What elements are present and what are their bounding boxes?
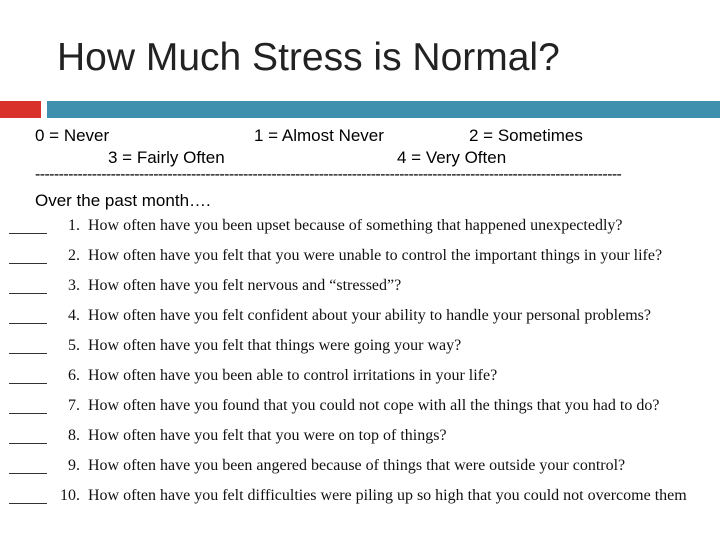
answer-blank[interactable] <box>9 277 47 294</box>
answer-blank[interactable] <box>9 427 47 444</box>
question-number: 1. <box>68 217 80 234</box>
answer-blank[interactable] <box>9 337 47 354</box>
accent-bar-blue <box>47 101 720 118</box>
accent-bar-red <box>0 101 41 118</box>
question-text: How often have you felt that you were on top of things? <box>88 427 447 444</box>
question-number: 9. <box>68 457 80 474</box>
answer-blank[interactable] <box>9 247 47 264</box>
question-text: How often have you been angered because of things that were outside your control? <box>88 457 626 474</box>
question-text: How often have you felt that you were unable to control the important things in your life? <box>88 247 663 264</box>
answer-blank[interactable] <box>9 367 47 384</box>
question-text: How often have you been upset because of something that happened unexpectedly? <box>88 217 623 234</box>
question-text: How often have you felt confident about your ability to handle your personal problems? <box>88 307 651 324</box>
answer-blank[interactable] <box>9 397 47 414</box>
scale-fairly-often: 3 = Fairly Often <box>108 148 225 167</box>
question-text: How often have you felt difficulties were piling up so high that you could not overcome them <box>88 487 687 504</box>
question-number: 5. <box>68 337 80 354</box>
question-item <box>0 333 720 363</box>
question-item <box>0 213 720 243</box>
question-item <box>0 483 720 513</box>
question-text: How often have you felt nervous and “stressed”? <box>88 277 402 294</box>
question-number: 6. <box>68 367 80 384</box>
question-item <box>0 423 720 453</box>
question-number: 8. <box>68 427 80 444</box>
divider-line: ---------------------------------------------------------------------------------------------------------------------------- <box>35 167 622 183</box>
question-text: How often have you been able to control irritations in your life? <box>88 367 498 384</box>
question-item <box>0 243 720 273</box>
intro-text: Over the past month…. <box>35 191 211 210</box>
question-item <box>0 393 720 423</box>
scale-never: 0 = Never <box>35 126 110 145</box>
question-text: How often have you felt that things were going your way? <box>88 337 462 354</box>
question-number: 2. <box>68 247 80 264</box>
scale-very-often: 4 = Very Often <box>397 148 507 167</box>
question-number: 7. <box>68 397 80 414</box>
answer-blank[interactable] <box>9 457 47 474</box>
page-title: How Much Stress is Normal? <box>57 36 560 79</box>
answer-blank[interactable] <box>9 487 47 504</box>
question-item <box>0 363 720 393</box>
scale-sometimes: 2 = Sometimes <box>469 126 583 145</box>
question-item <box>0 303 720 333</box>
scale-almost-never: 1 = Almost Never <box>254 126 384 145</box>
question-number: 10. <box>60 487 80 504</box>
question-number: 3. <box>68 277 80 294</box>
answer-blank[interactable] <box>9 307 47 324</box>
question-number: 4. <box>68 307 80 324</box>
question-item <box>0 273 720 303</box>
question-text: How often have you found that you could not cope with all the things that you had to do? <box>88 397 660 414</box>
question-item <box>0 453 720 483</box>
answer-blank[interactable] <box>9 217 47 234</box>
